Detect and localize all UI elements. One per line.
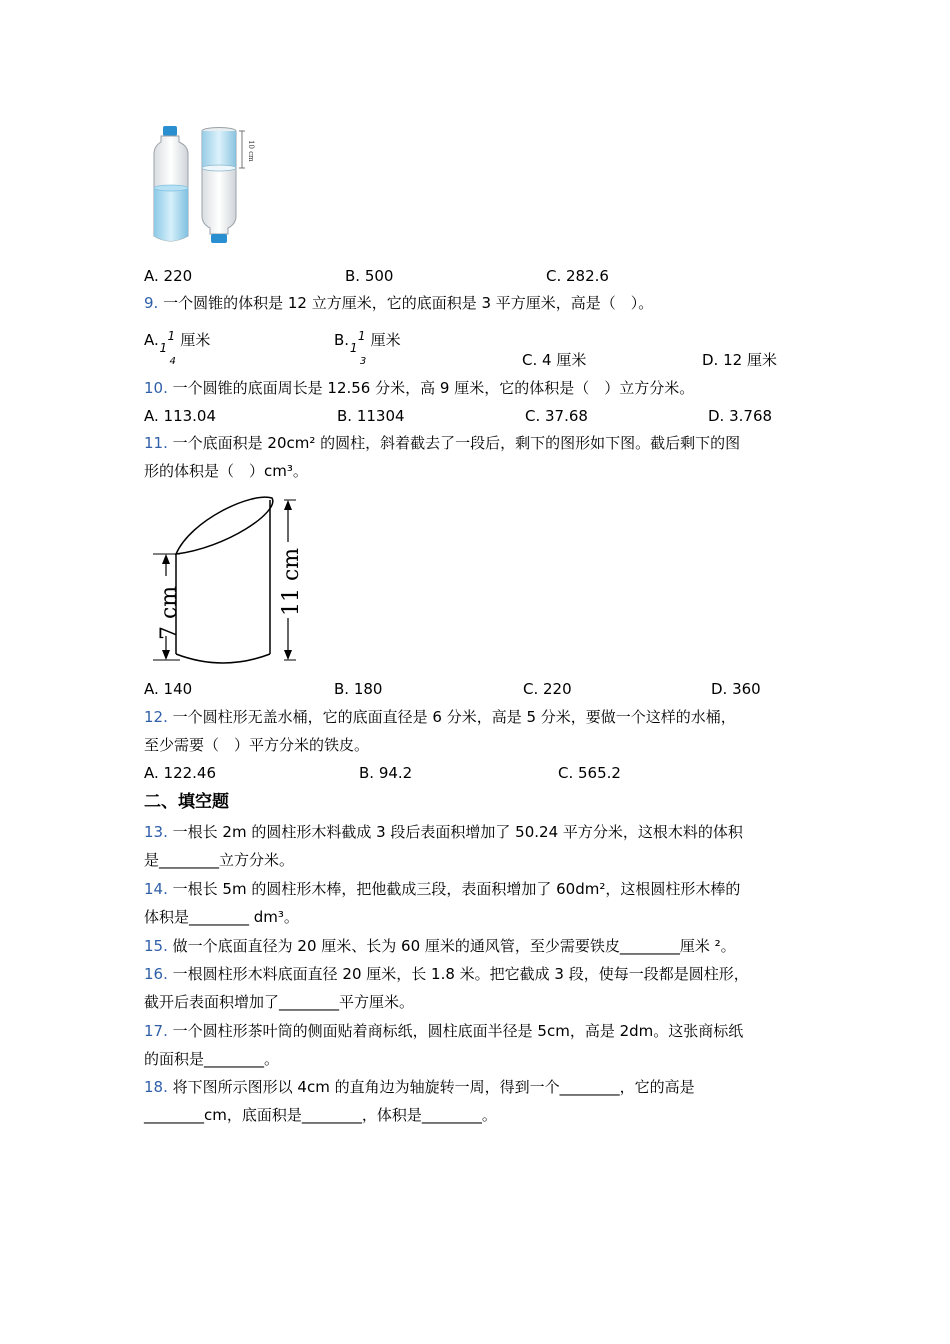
q11-option-b[interactable]: B. 180 [334,680,383,698]
q11-option-c[interactable]: C. 220 [523,680,572,698]
left-height-label: 7 cm [157,585,182,640]
q18-question-line2: ________cm，底面积是________，体积是________。 [144,1106,497,1124]
q8-option-c[interactable]: C. 282.6 [546,267,609,285]
q15-text-line1: 做一个底面直径为 20 厘米、长为 60 厘米的通风管，至少需要铁皮________厘米 ²。 [172,937,736,955]
q16-question-line1 [144,964,749,984]
q10-number: 10. [144,379,168,397]
q9-number: 9. [144,294,159,312]
q10-question [144,378,694,398]
q15-question-line1 [144,936,736,956]
q18-text-line1: 将下图所示图形以 4cm 的直角边为轴旋转一周，得到一个________，它的高是 [172,1078,695,1096]
q10-option-d[interactable]: D. 3.768 [708,407,773,425]
q9-option-a-unit: 厘米 [180,331,211,349]
q9-option-b-prefix: B. [334,331,350,349]
q14-number: 14. [144,880,168,898]
q12-text-line1: 一个圆柱形无盖水桶，它的底面直径是 6 分米，高是 5 分米，要做一个这样的水桶， [172,708,736,726]
q10-text: 一个圆锥的底面周长是 12.56 分米，高 9 厘米，它的体积是（ ）立方分米。 [172,379,695,397]
q9-option-b-whole: 1 [349,341,358,355]
q18-number: 18. [144,1078,168,1096]
q12-question-line1 [144,707,736,727]
cut-surface [176,497,273,554]
q14-text-line1: 一根长 5m 的圆柱形木棒，把他截成三段，表面积增加了 60dm²，这根圆柱形木棒的 [172,880,741,898]
q18-question-line1 [144,1077,695,1097]
q9-option-b-unit: 厘米 [370,331,401,349]
q9-option-c[interactable]: C. 4 厘米 [522,351,587,369]
q12-number: 12. [144,708,168,726]
q9-option-b[interactable] [334,322,401,367]
q9-option-a-fraction [159,322,176,367]
q9-option-b-denominator: 3 [359,356,367,367]
q9-option-a-whole: 1 [159,341,168,355]
q9-option-a-denominator: 4 [169,356,176,367]
q9-text: 一个圆锥的体积是 12 立方厘米，它的底面积是 3 平方厘米，高是（ ）。 [163,294,654,312]
q11-question-line1 [144,433,740,453]
bottles-figure [148,124,274,248]
q9-option-b-fraction [349,322,367,367]
q13-question-line2: 是________立方分米。 [144,851,295,869]
right-height-label: 11 cm [279,547,304,616]
q16-question-line2: 截开后表面积增加了________平方厘米。 [144,993,415,1011]
q15-number: 15. [144,937,168,955]
q12-question-line2: 至少需要（ ）平方分米的铁皮。 [144,736,370,754]
bottle-dimension-label: 10 cm [247,140,255,162]
q11-question-line2: 形的体积是（ ）cm³。 [144,462,308,480]
q9-option-b-numerator: 1 [357,329,366,343]
q9-option-d[interactable]: D. 12 厘米 [702,351,777,369]
q11-option-a[interactable]: A. 140 [144,680,193,698]
q17-number: 17. [144,1022,168,1040]
q9-option-a-prefix: A. [144,331,159,349]
q12-option-b[interactable]: B. 94.2 [359,764,413,782]
cut-cylinder-figure [146,490,306,670]
q10-option-c[interactable]: C. 37.68 [525,407,588,425]
q17-text-line1: 一个圆柱形茶叶筒的侧面贴着商标纸，圆柱底面半径是 5cm，高是 2dm。这张商标纸 [172,1022,744,1040]
q13-number: 13. [144,823,168,841]
q16-text-line1: 一根圆柱形木料底面直径 20 厘米，长 1.8 米。把它截成 3 段，使每一段都是圆柱形， [172,965,749,983]
q13-question-line1 [144,822,743,842]
q9-option-a-numerator: 1 [167,329,176,343]
q17-question-line2: 的面积是________。 [144,1050,280,1068]
q14-question-line2: 体积是________ dm³。 [144,908,299,926]
q12-option-a[interactable]: A. 122.46 [144,764,217,782]
q11-text-line1: 一个底面积是 20cm² 的圆柱，斜着截去了一段后，剩下的图形如下图。截后剩下的图 [172,434,741,452]
q8-option-a[interactable]: A. 220 [144,267,193,285]
q12-option-c[interactable]: C. 565.2 [558,764,621,782]
q14-question-line1 [144,879,740,899]
q16-number: 16. [144,965,168,983]
q8-option-b[interactable]: B. 500 [345,267,394,285]
q17-question-line1 [144,1021,743,1041]
q10-option-a[interactable]: A. 113.04 [144,407,217,425]
q10-option-b[interactable]: B. 11304 [337,407,405,425]
q9-question [144,293,653,313]
section-heading: 二、填空题 [144,792,229,812]
q13-text-line1: 一根长 2m 的圆柱形木料截成 3 段后表面积增加了 50.24 平方分米，这根木料的体积 [172,823,743,841]
q11-number: 11. [144,434,168,452]
q9-option-a[interactable] [144,322,211,367]
q11-option-d[interactable]: D. 360 [711,680,761,698]
